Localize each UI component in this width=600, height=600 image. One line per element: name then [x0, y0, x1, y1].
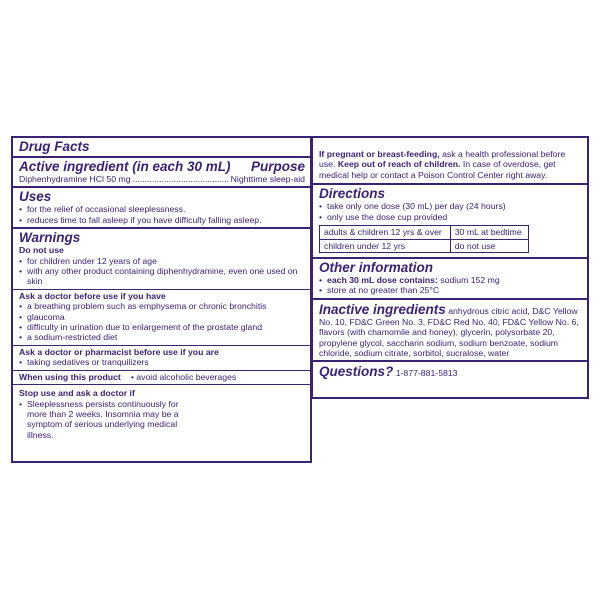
when-using-heading: When using this product [19, 371, 121, 382]
uses-section [13, 188, 310, 227]
pregnancy-warning-text: ask a health professional before use. [319, 149, 566, 170]
drug-facts-left-panel [11, 136, 312, 463]
dosage-age-cell: adults & children 12 yrs & over [320, 226, 451, 240]
active-ingredient-value: Diphenhydramine HCl 50 mg [19, 174, 131, 184]
inactive-ingredients-text: anhydrous citric acid, D&C Yellow No. 10, FD&C Green No. 3, FD&C Red No. 40, FD&C Yellow No. 6, flavors (with chamomile and honey), glycerin, polysorbate 20, propylene glycol, saccharin sodium, sodium benzoate, sodium chloride, sodium citrate, sorbitol, sucralose, water [319, 305, 579, 359]
dosage-table [319, 225, 529, 253]
drug-facts-title: Drug Facts [19, 139, 90, 154]
directions-heading: Directions [319, 186, 386, 202]
directions-item: • take only one dose (30 mL) per day (24 hours) [319, 201, 582, 211]
directions-section [313, 185, 587, 257]
sodium-value: sodium 152 mg [437, 275, 500, 286]
purpose-value: Nighttime sleep-aid [230, 174, 305, 184]
stop-use-heading: Stop use and ask a doctor if [19, 388, 135, 399]
ask-doctor-item: • difficulty in urination due to enlargement of the prostate gland [19, 322, 305, 332]
dosage-dose-cell: 30 mL at bedtime [450, 226, 528, 240]
leader-dots [133, 174, 229, 184]
keep-out-of-reach: Keep out of reach of children. [337, 159, 461, 170]
uses-item: • for the relief of occasional sleeplessness. [19, 204, 305, 214]
ask-doctor-heading: Ask a doctor before use if you have [19, 290, 166, 301]
warnings-section [13, 229, 310, 289]
purpose-heading: Purpose [250, 159, 305, 174]
do-not-use-heading: Do not use [19, 245, 64, 256]
active-ingredient-heading: Active ingredient (in each 30 mL) [19, 159, 231, 174]
warnings-heading: Warnings [19, 230, 81, 246]
ask-pharmacist-section [13, 346, 310, 370]
stop-use-item: • Sleeplessness persists continuously for more than 2 weeks. Insomnia may be a symptom of serious underlying medical illness. [19, 399, 189, 441]
uses-item: • reduces time to fall asleep if you have difficulty falling asleep. [19, 215, 305, 225]
other-information-item: • store at no greater than 25°C [319, 285, 582, 295]
ask-pharmacist-heading: Ask a doctor or pharmacist before use if you are [19, 346, 219, 357]
ask-doctor-item: • glaucoma [19, 312, 305, 322]
inactive-ingredients-section [313, 300, 587, 361]
pregnancy-warning-bold: If pregnant or breast-feeding, [319, 149, 440, 159]
inactive-ingredients-heading: Inactive ingredients [319, 301, 446, 317]
do-not-use-item: • for children under 12 years of age [19, 256, 305, 266]
when-using-section: When using this product • avoid alcoholic beverages [19, 371, 237, 382]
other-information-section [313, 259, 587, 298]
overdose-text: In case of overdose, get medical help or contact a Poison Control Center right away. [319, 159, 556, 180]
ask-doctor-section [13, 290, 310, 345]
active-ingredient-section [13, 158, 310, 186]
pregnancy-section [313, 138, 587, 183]
dosage-dose-cell: do not use [450, 239, 528, 253]
ask-doctor-item: • a sodium-restricted diet [19, 332, 305, 342]
stop-use-section [13, 385, 310, 442]
uses-heading: Uses [19, 189, 52, 205]
questions-section [313, 362, 587, 381]
drug-facts-right-panel [311, 136, 589, 399]
do-not-use-item: • with any other product containing diphenhydramine, even one used on skin [19, 266, 305, 287]
when-using-item: avoid alcoholic beverages [136, 371, 237, 382]
directions-item: • only use the dose cup provided [319, 212, 582, 222]
ask-pharmacist-item: • taking sedatives or tranquilizers [19, 357, 305, 367]
table-row [320, 239, 529, 253]
drug-facts-title-section [13, 138, 310, 156]
questions-heading: Questions? [319, 364, 394, 380]
questions-phone: 1-877-881-5813 [395, 368, 458, 379]
table-row [320, 226, 529, 240]
ask-doctor-item: • a breathing problem such as emphysema or chronic bronchitis [19, 301, 305, 311]
dosage-age-cell: children under 12 yrs [320, 239, 451, 253]
other-information-heading: Other information [319, 260, 433, 276]
sodium-label: each 30 mL dose contains: [327, 275, 438, 286]
other-information-item [319, 275, 582, 285]
